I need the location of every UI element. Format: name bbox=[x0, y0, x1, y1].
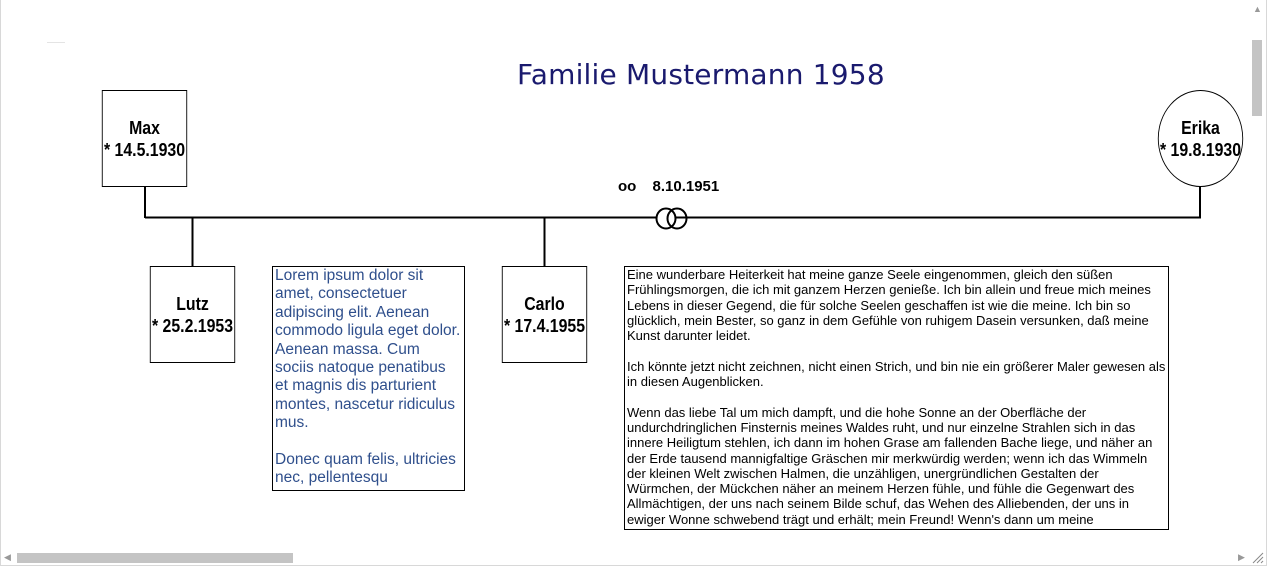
note-paragraph: Wenn das liebe Tal um mich dampft, und die hohe Sonne an der Oberfläche der undurchdringlichen Finsternis meines Waldes ruht, und nur einzelne Strahlen sich in das innere Heiligtum stehlen, ich dann im hohen Grase am fallenden Bache liege, und näher an der Erde tausend mannigfaltige Gräschen mir merkwürdig werden; wenn ich das Wimmeln der kleinen Welt zwischen Halmen, die unzähligen, unergründlichen Gestalten der Würmchen, der Mückchen näher an meinem Herzen fühle, und fühle die Gegenwart des Allmächtigen, der uns nach seinem Bilde schuf, das Wehen des Alliebenden, der uns in ewiger Wonne schwebend trägt und erhält; mein Freund! Wenn's dann um meine bbox=[627, 404, 1153, 527]
note-paragraph: Eine wunderbare Heiterkeit hat meine ganze Seele eingenommen, gleich den süßen Frühlingsmorgen, die ich mit ganzem Herzen genieße. Ich bin allein und freue mich meines Lebens in dieser Gegend, die für solche Seelen geschaffen ist wie die meine. Ich bin so glücklich, mein Bester, so ganz in dem Gefühle von ruhigem Dasein versunken, daß meine Kunst darunter leidet. bbox=[627, 267, 1151, 344]
note-box-lorem[interactable] bbox=[272, 266, 465, 491]
person-birth: * 19.8.1930 bbox=[1159, 139, 1242, 160]
horizontal-scrollbar-thumb[interactable] bbox=[17, 553, 293, 563]
person-birth: * 17.4.1955 bbox=[503, 315, 586, 336]
note-paragraph: Donec quam felis, ultricies nec, pellentesqu bbox=[275, 451, 456, 487]
note-box-story[interactable] bbox=[624, 266, 1169, 530]
person-circle-erika[interactable] bbox=[1158, 90, 1243, 187]
resize-grip-icon[interactable] bbox=[1252, 552, 1264, 564]
person-birth: * 25.2.1953 bbox=[151, 315, 234, 336]
diagram-title: Familie Mustermann 1958 bbox=[517, 58, 885, 91]
person-name: Carlo bbox=[524, 293, 565, 314]
person-box-max[interactable] bbox=[102, 90, 187, 187]
scroll-up-arrow-icon[interactable]: ▲ bbox=[1253, 4, 1262, 14]
marriage-label bbox=[618, 178, 719, 195]
person-name: Lutz bbox=[176, 293, 209, 314]
scroll-left-arrow-icon[interactable]: ◀ bbox=[4, 552, 11, 562]
person-box-lutz[interactable] bbox=[150, 266, 235, 363]
marriage-symbol: oo bbox=[618, 178, 637, 195]
note-paragraph: Lorem ipsum dolor sit amet, consectetuer adipiscing elit. Aenean commodo ligula eget dolor. Aenean massa. Cum sociis natoque penatibus et magnis dis parturient montes, nascetur ridiculus mus. bbox=[275, 267, 461, 432]
person-name: Max bbox=[129, 117, 160, 138]
scroll-right-arrow-icon[interactable]: ▶ bbox=[1238, 552, 1245, 562]
note-paragraph: Ich könnte jetzt nicht zeichnen, nicht einen Strich, und bin nie ein größerer Maler gewesen als in diesen Augenblicken. bbox=[627, 358, 1166, 390]
person-name: Erika bbox=[1181, 117, 1220, 138]
person-box-carlo[interactable] bbox=[502, 266, 587, 363]
vertical-scrollbar-thumb[interactable] bbox=[1252, 40, 1262, 116]
person-birth: * 14.5.1930 bbox=[103, 139, 186, 160]
marriage-date: 8.10.1951 bbox=[652, 178, 720, 195]
